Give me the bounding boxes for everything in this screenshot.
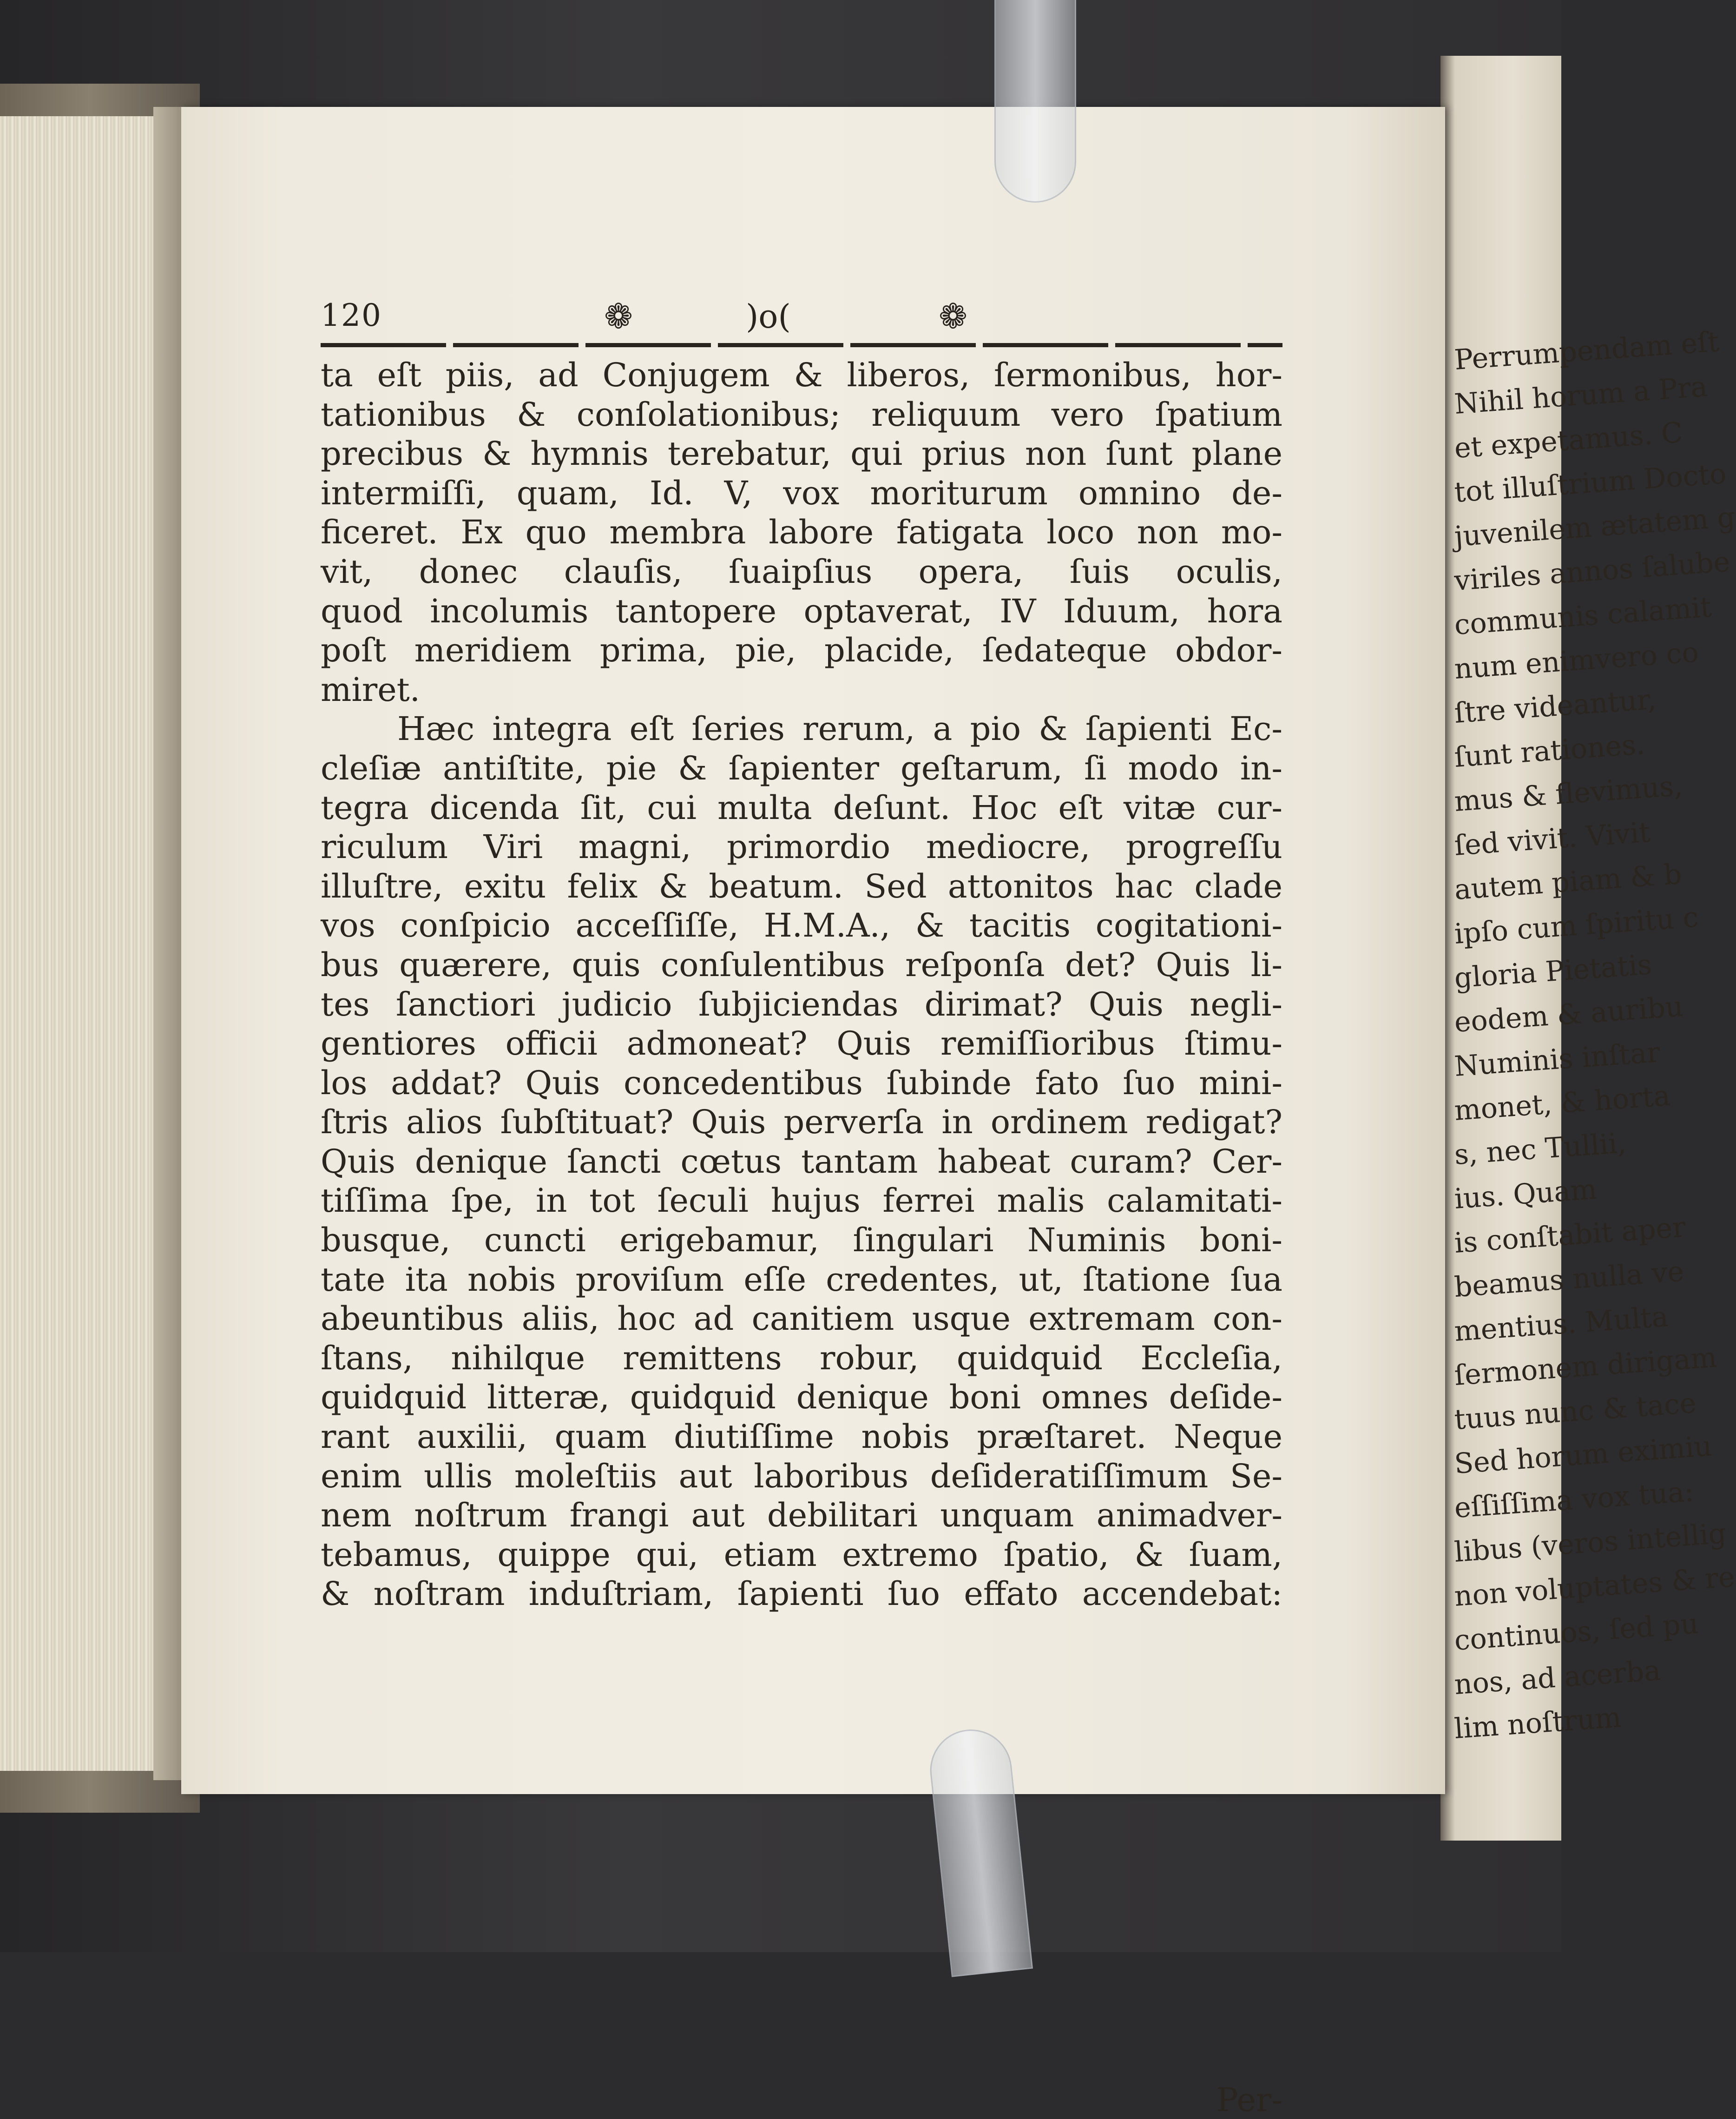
text-line: ſtris alios ſubſtituat? Quis perverſa in ordinem redigat? xyxy=(321,1103,1282,1142)
text-line: intermiſſi, quam, Id. V, vox moriturum omnino de- xyxy=(321,474,1282,512)
facing-page-line: lim noſtrum xyxy=(1453,1701,1623,1745)
facing-page-line: ſtre videantur, xyxy=(1453,683,1657,730)
text-line: illuſtre, exitu felix & beatum. Sed attonitos hac clade xyxy=(321,867,1282,905)
text-line: ficeret. Ex quo membra labore fatigata loco non mo- xyxy=(321,513,1282,552)
text-line: tiſſima ſpe, in tot ſeculi hujus ferrei malis calamitati- xyxy=(321,1182,1282,1220)
text-line: vit, donec clauſis, ſuaipſius opera, ſuis oculis, xyxy=(321,552,1282,591)
text-line: tegra dicenda ſit, cui multa deſunt. Hoc eſt vitæ cur- xyxy=(321,788,1282,827)
facing-page-line: Perrumpendam eſt xyxy=(1453,325,1720,376)
facing-page-line: s, nec Tullii, xyxy=(1453,1127,1627,1171)
running-header xyxy=(321,297,1282,349)
facing-page-line: ſermonem dirigam xyxy=(1453,1341,1718,1392)
text-line: enim ullis moleſtiis aut laboribus deſideratiſſimum Se- xyxy=(321,1457,1282,1495)
text-line: Quis denique ſancti cœtus tantam habeat curam? Cer- xyxy=(321,1142,1282,1181)
facing-page-line: eſſiſſima vox tua: xyxy=(1453,1475,1695,1525)
facing-page-line: continuos, ſed pu xyxy=(1453,1607,1700,1657)
facing-page-line: nos, ad acerba xyxy=(1453,1654,1662,1701)
facing-page-line: viriles annos ſalube xyxy=(1453,545,1731,597)
catchword: Per- xyxy=(1216,2081,1282,2119)
facing-page-line: eodem & auribu xyxy=(1453,990,1684,1039)
text-line: bus quærere, quis conſulentibus reſponſa det? Quis li- xyxy=(321,945,1282,984)
facing-page-line: monet, & horta xyxy=(1453,1079,1671,1127)
page-stack-fore-edge xyxy=(0,116,178,1771)
body-text xyxy=(321,356,1282,2119)
facing-page-line: non voluptates & re xyxy=(1453,1560,1736,1613)
text-line: riculum Viri magni, primordio mediocre, progreſſu xyxy=(321,828,1282,866)
text-line: tes ſanctiori judicio ſubjiciendas dirimat? Quis negli- xyxy=(321,985,1282,1023)
text-line: nem noſtrum frangi aut debilitari unquam animadver- xyxy=(321,1496,1282,1535)
facing-page-line: beamus nulla ve xyxy=(1453,1255,1685,1304)
text-line: Hæc integra eſt ſeries rerum, a pio & ſapienti Ec- xyxy=(397,710,1282,748)
facing-page-line: gloria Pietatis xyxy=(1453,948,1653,995)
text-line: tationibus & conſolationibus; reliquum vero ſpatium xyxy=(321,395,1282,434)
rosette-ornament-right-icon: ❁ xyxy=(939,297,968,337)
text-line: tebamus, quippe qui, etiam extremo ſpatio, & ſuam, xyxy=(321,1535,1282,1574)
facing-page-line: et expetamus. C xyxy=(1453,416,1684,465)
facing-page-line: ſunt rationes. xyxy=(1453,728,1646,774)
facing-page-line: communis calamit xyxy=(1453,591,1713,641)
text-line: tate ita nobis proviſum eſſe credentes, ut, ſtatione ſua xyxy=(321,1260,1282,1299)
facing-page-line: ius. Quam xyxy=(1453,1173,1598,1215)
page-number: 120 xyxy=(321,297,382,333)
facing-page-line: libus (veros intellig xyxy=(1453,1517,1728,1569)
book-clip-top xyxy=(994,0,1076,203)
facing-page-line: Sed horum eximiu xyxy=(1453,1430,1713,1480)
facing-page-line: ipſo cum ſpiritu c xyxy=(1453,901,1700,951)
header-rule xyxy=(321,343,1282,347)
text-line: ta eſt piis, ad Conjugem & liberos, ſermonibus, hor- xyxy=(321,356,1282,394)
facing-page-line: autem piam & b xyxy=(1453,858,1683,906)
text-line: poſt meridiem prima, pie, placide, ſedateque obdor- xyxy=(321,631,1282,670)
facing-page-line: ſed vivit. Vivit xyxy=(1453,816,1651,862)
facing-page-line: juvenilem ætatem g xyxy=(1453,501,1736,553)
facing-page-line: mus & flevimus, xyxy=(1453,769,1684,818)
center-ornament: )o( xyxy=(746,297,791,336)
text-line: gentiores officii admoneat? Quis remiſſioribus ſtimu- xyxy=(321,1024,1282,1063)
text-line: busque, cuncti erigebamur, ſingulari Numinis boni- xyxy=(321,1221,1282,1260)
text-line: rant auxilii, quam diutiſſime nobis præſtaret. Neque xyxy=(321,1418,1282,1456)
facing-page-line: tot illuſtrium Docto xyxy=(1453,457,1728,509)
text-line: miret. xyxy=(321,670,421,709)
facing-page-line: Numinis inſtar xyxy=(1453,1036,1661,1083)
text-line: cleſiæ antiſtite, pie & ſapienter geſtarum, ſi modo in- xyxy=(321,749,1282,787)
facing-page-fragment xyxy=(1440,56,1736,1841)
facing-page-line: mentius. Multa xyxy=(1453,1300,1670,1348)
facing-page-line: num enimvero co xyxy=(1453,636,1700,686)
text-line: ſtans, nihilque remittens robur, quidquid Eccleſia, xyxy=(321,1339,1282,1377)
facing-page-line: Nihil horum a Pra xyxy=(1453,370,1709,421)
text-line: quidquid litteræ, quidquid denique boni omnes deſide- xyxy=(321,1378,1282,1417)
text-line: precibus & hymnis terebatur, qui prius non ſunt plane xyxy=(321,435,1282,473)
text-line: & noſtram induſtriam, ſapienti ſuo effato accendebat: xyxy=(321,1575,1282,1613)
text-line: abeuntibus aliis, hoc ad canitiem usque extremam con- xyxy=(321,1300,1282,1338)
text-line: vos conſpicio acceſſiſſe, H.M.A., & tacitis cogitationi- xyxy=(321,906,1282,945)
facing-page-line: is conſtabit aper xyxy=(1453,1211,1687,1260)
facing-page-line: tuus nunc & tace xyxy=(1453,1386,1697,1436)
rosette-ornament-left-icon: ❁ xyxy=(604,297,633,337)
text-line: quod incolumis tantopere optaverat, IV Iduum, hora xyxy=(321,592,1282,630)
text-line: los addat? Quis concedentibus ſubinde fato ſuo mini- xyxy=(321,1063,1282,1102)
